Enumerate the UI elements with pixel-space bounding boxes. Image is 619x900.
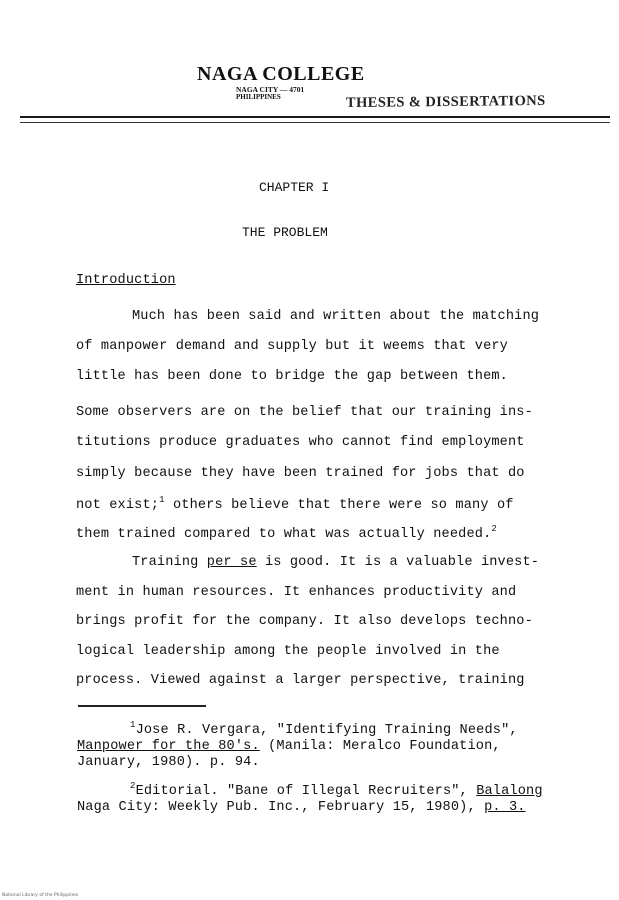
footnote-text: (Manila: Meralco Foundation,: [259, 739, 501, 754]
publication-title: Balalong: [476, 784, 543, 799]
footnote-text: Jose R. Vergara, "Identifying Training Needs",: [135, 723, 518, 738]
footnote-text: Editorial. "Bane of Illegal Recruiters",: [135, 784, 477, 799]
college-country: PHILIPPINES: [236, 93, 281, 101]
footnote-2-line: [130, 781, 543, 799]
body-line: logical leadership among the people involved in the: [76, 644, 500, 659]
body-line: simply because they have been trained for jobs that do: [76, 466, 525, 481]
header-rule-top: [20, 116, 610, 118]
chapter-title: THE PROBLEM: [242, 225, 328, 240]
body-text: others believe that there were so many of: [164, 498, 514, 513]
body-line: brings profit for the company. It also develops techno-: [76, 614, 533, 629]
body-text: them trained compared to what was actually needed.: [76, 527, 492, 542]
body-line: [76, 524, 497, 542]
body-line: little has been done to bridge the gap between them.: [76, 369, 508, 384]
latin-phrase: per se: [206, 555, 257, 570]
theses-stamp: THESES & DISSERTATIONS: [345, 92, 546, 112]
scan-footer: National Library of the Philippines: [2, 893, 79, 898]
chapter-number: CHAPTER I: [259, 180, 330, 195]
footnote-number: 1: [130, 720, 136, 730]
footnote-number: 2: [130, 781, 136, 791]
header-rule-bottom: [20, 122, 610, 123]
body-line: process. Viewed against a larger perspective, training: [76, 673, 525, 688]
body-line: [132, 555, 539, 570]
body-text: Training: [132, 555, 207, 570]
footnote-text: Naga City: Weekly Pub. Inc., February 15, 1980),: [77, 800, 485, 815]
footnote-2-line: [77, 800, 526, 815]
body-line: Much has been said and written about the matching: [132, 309, 540, 324]
college-name: NAGA COLLEGE: [197, 63, 365, 85]
footnote-1-line: [130, 720, 518, 738]
body-line: [76, 495, 514, 513]
body-line: ment in human resources. It enhances productivity and: [76, 585, 517, 600]
footnote-ref-1: 1: [159, 495, 165, 505]
footnote-ref-2: 2: [491, 524, 497, 534]
page-reference: p. 3.: [484, 800, 526, 815]
body-line: Some observers are on the belief that our training ins-: [76, 405, 533, 420]
footnote-separator: [78, 705, 206, 707]
publication-title: Manpower for the 80's.: [77, 739, 260, 754]
section-heading: Introduction: [76, 273, 176, 288]
college-city: NAGA CITY — 4701: [236, 85, 305, 94]
body-line: of manpower demand and supply but it weems that very: [76, 339, 508, 354]
body-text: not exist;: [76, 498, 160, 513]
footnote-1-line: [77, 739, 501, 754]
body-line: titutions produce graduates who cannot find employment: [76, 435, 525, 450]
footnote-1-line: January, 1980). p. 94.: [77, 755, 260, 770]
body-text: is good. It is a valuable invest-: [256, 555, 540, 570]
